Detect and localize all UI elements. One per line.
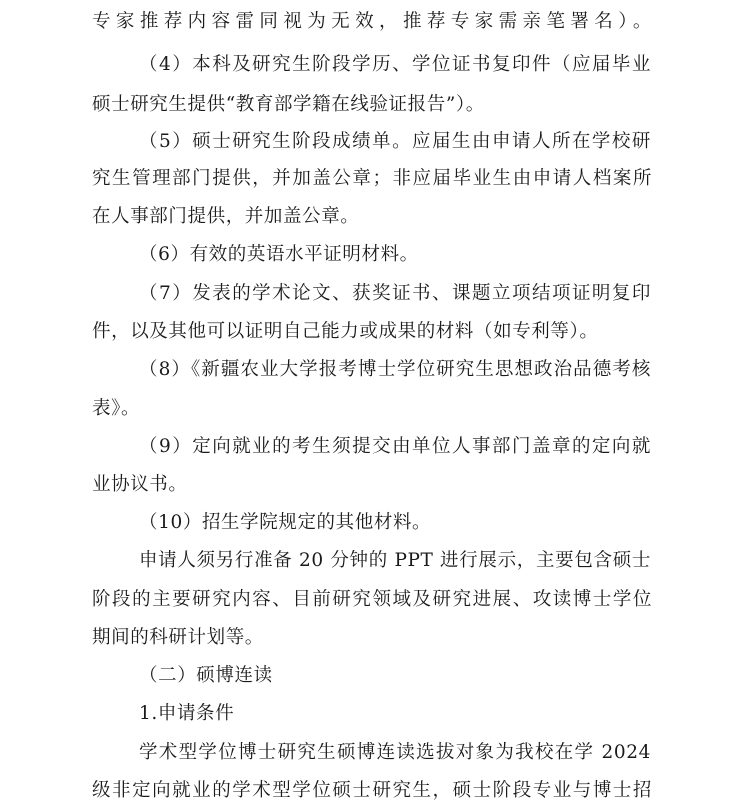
- paragraph-line: 硕士研究生提供“教育部学籍在线验证报告”）。: [92, 94, 485, 115]
- paragraph-line: 在人事部门提供，并加盖公章。: [92, 206, 360, 227]
- paragraph-line: 表》。: [92, 398, 141, 419]
- list-item-10: （10）招生学院规定的其他材料。: [139, 512, 432, 533]
- list-item-8: （8）《新疆农业大学报考博士学位研究生思想政治品德考核: [139, 359, 651, 380]
- list-item-9: （9）定向就业的考生须提交由单位人事部门盖章的定向就: [139, 436, 651, 457]
- subsection-heading: 1.申请条件: [139, 703, 235, 724]
- paragraph-line: 业协议书。: [92, 474, 188, 495]
- list-item-4: （4）本科及研究生阶段学历、学位证书复印件（应届毕业: [139, 54, 651, 75]
- paragraph-line: 件，以及其他可以证明自己能力或成果的材料（如专利等）。: [92, 321, 599, 342]
- paragraph-line: 专家推荐内容雷同视为无效，推荐专家需亲笔署名）。: [92, 11, 652, 32]
- section-heading: （二）硕博连读: [139, 665, 273, 686]
- paragraph-line: 学术型学位博士研究生硕博连读选拔对象为我校在学 2024: [139, 742, 651, 763]
- paragraph-line: 级非定向就业的学术型学位硕士研究生，硕士阶段专业与博士招: [92, 780, 652, 801]
- paragraph-line: 阶段的主要研究内容、目前研究领域及研究进展、攻读博士学位: [92, 589, 652, 610]
- ppt-paragraph-line: 申请人须另行准备 20 分钟的 PPT 进行展示，主要包含硕士: [139, 550, 651, 571]
- paragraph-line: 期间的科研计划等。: [92, 627, 264, 648]
- list-item-5: （5）硕士研究生阶段成绩单。应届生由申请人所在学校研: [139, 131, 651, 152]
- list-item-7: （7）发表的学术论文、获奖证书、课题立项结项证明复印: [139, 283, 651, 304]
- paragraph-line: 究生管理部门提供，并加盖公章；非应届毕业生由申请人档案所: [92, 168, 652, 189]
- list-item-6: （6）有效的英语水平证明材料。: [139, 244, 419, 265]
